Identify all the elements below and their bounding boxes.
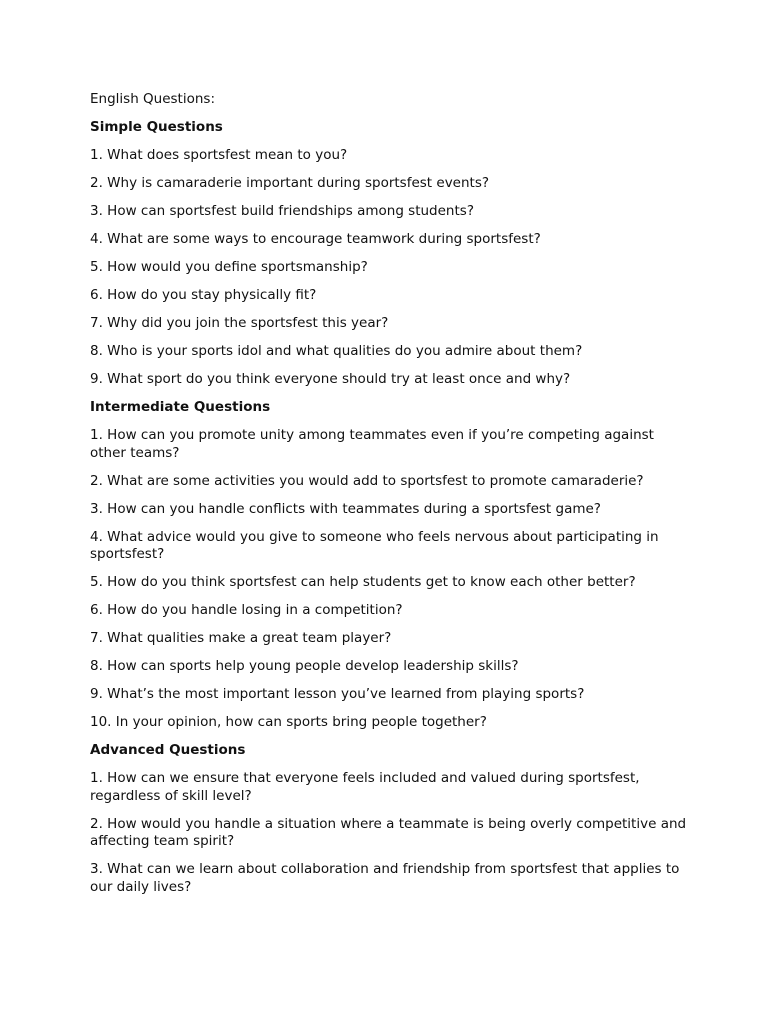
section-heading: Simple Questions bbox=[90, 119, 223, 135]
question-list bbox=[90, 147, 690, 389]
question-item: 3. How can sportsfest build friendships among students? bbox=[90, 203, 474, 219]
section-heading: Advanced Questions bbox=[90, 742, 246, 758]
question-item: 3. What can we learn about collaboration and friendship from sportsfest that applies to our daily lives? bbox=[90, 861, 680, 895]
section-heading: Intermediate Questions bbox=[90, 399, 271, 415]
question-item: 4. What are some ways to encourage teamwork during sportsfest? bbox=[90, 231, 541, 247]
document-title: English Questions: bbox=[90, 91, 216, 107]
question-item: 6. How do you stay physically fit? bbox=[90, 287, 317, 303]
question-item: 1. How can we ensure that everyone feels included and valued during sportsfest, regardless of skill level? bbox=[90, 770, 640, 804]
question-item: 3. How can you handle conflicts with teammates during a sportsfest game? bbox=[90, 500, 601, 517]
question-item: 10. In your opinion, how can sports bring people together? bbox=[90, 714, 487, 730]
question-item: 8. Who is your sports idol and what qualities do you admire about them? bbox=[90, 343, 583, 359]
question-item: 2. What are some activities you would add to sportsfest to promote camaraderie? bbox=[90, 472, 644, 489]
question-item: 1. How can you promote unity among teammates even if you’re competing against other teams? bbox=[90, 427, 654, 461]
question-item: 1. What does sportsfest mean to you? bbox=[90, 147, 348, 163]
question-list bbox=[90, 770, 690, 896]
question-item: 9. What sport do you think everyone should try at least once and why? bbox=[90, 371, 571, 387]
question-item: 7. What qualities make a great team player? bbox=[90, 630, 392, 646]
document-page bbox=[90, 91, 690, 907]
question-item: 7. Why did you join the sportsfest this year? bbox=[90, 315, 389, 331]
question-item: 5. How would you define sportsmanship? bbox=[90, 259, 368, 275]
question-item: 8. How can sports help young people develop leadership skills? bbox=[90, 658, 519, 674]
question-item: 9. What’s the most important lesson you’ve learned from playing sports? bbox=[90, 686, 585, 702]
question-list bbox=[90, 427, 690, 732]
question-item: 2. How would you handle a situation where a teammate is being overly competitive and affecting team spirit? bbox=[90, 815, 687, 849]
section-advanced-questions bbox=[90, 742, 690, 896]
section-intermediate-questions bbox=[90, 399, 690, 732]
question-item: 4. What advice would you give to someone who feels nervous about participating in sportsfest? bbox=[90, 528, 659, 562]
question-item: 5. How do you think sportsfest can help students get to know each other better? bbox=[90, 574, 636, 590]
question-item: 2. Why is camaraderie important during sportsfest events? bbox=[90, 175, 490, 191]
section-simple-questions bbox=[90, 119, 690, 389]
question-item: 6. How do you handle losing in a competition? bbox=[90, 602, 403, 618]
